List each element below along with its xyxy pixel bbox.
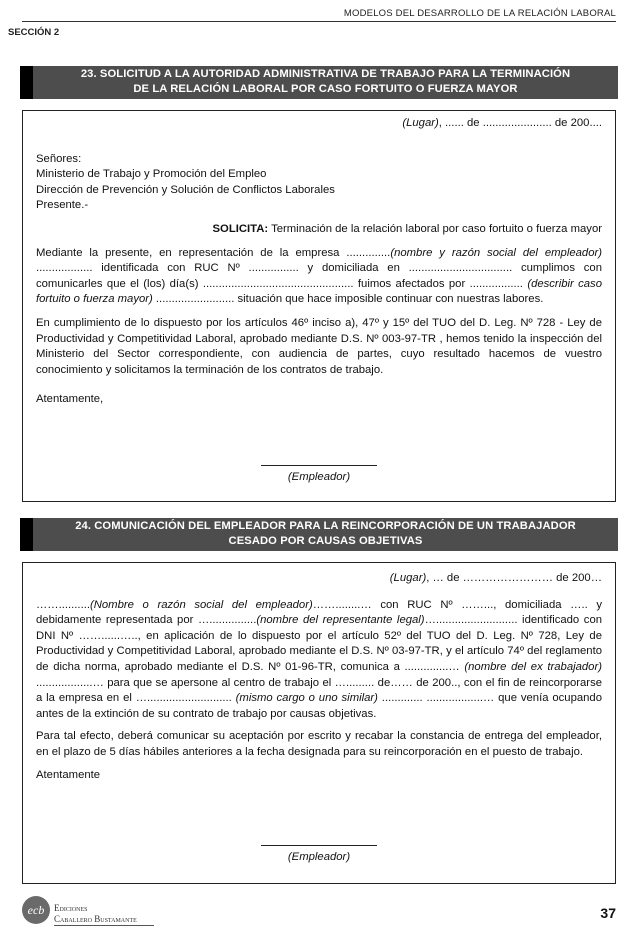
model-23-p1-text: Mediante la presente, en representación de la empresa .............. xyxy=(36,246,391,259)
model-23-place: (Lugar) xyxy=(402,117,439,129)
publisher-name xyxy=(54,903,137,925)
model-23-p1-italic: (nombre y razón social del empleador) xyxy=(390,246,603,259)
model-24-p1-text: ..................… para que se apersone al centro de trabajo el …......... de…… de 200.., con el fin de reincorporarse a la empresa en el …........................... xyxy=(36,676,602,705)
model-23-title xyxy=(20,66,618,99)
model-24-p1-italic: (nombre del representante legal) xyxy=(256,614,425,627)
model-24-box xyxy=(22,562,616,884)
model-23-solicita-label: SOLICITA: xyxy=(212,222,269,235)
model-24-p1-italic: (mismo cargo o uno similar) xyxy=(235,692,378,705)
model-23-address-line: Señores: xyxy=(36,152,82,165)
publisher-line-2: Caballero Bustamante xyxy=(54,914,137,924)
model-23-address-line: Ministerio de Trabajo y Promoción del Empleo xyxy=(36,168,267,181)
model-23-solicita xyxy=(36,222,602,238)
model-24-p1-text: ….......................... identificado con DNI Nº ……......….., en aplicación de lo dispuesto por el artículo 52º del TUO del D. Leg. Nº 728, Ley de Productividad y Competitividad Laboral, aprobado mediante el D.S. Nº 03-97-TR, y el artículo 74º del reglamento de dicha norma, aprobado mediante el D.S. Nº 01-96-TR, comunica a ..............… xyxy=(36,614,603,673)
model-23-date: , ...... de ...................... de 200.... xyxy=(438,117,602,129)
model-24-paragraph-2: Para tal efecto, deberá comunicar su aceptación por escrito y recabar la constancia de entrega del empleador, en el plazo de 5 días hábiles anteriores a la fecha designada para su reincorporación en el puesto de trabajo. xyxy=(36,730,602,758)
model-23-p1-italic: (describir caso fortuito o fuerza mayor) xyxy=(36,277,602,306)
model-23-date-line xyxy=(36,116,602,132)
model-24-title-line1: 24. COMUNICACIÓN DEL EMPLEADOR PARA LA REINCORPORACIÓN DE UN TRABAJADOR xyxy=(75,520,576,532)
model-24-title-line2: CESADO POR CAUSAS OBJETIVAS xyxy=(228,535,423,547)
running-title: MODELOS DEL DESARROLLO DE LA RELACIÓN LABORAL xyxy=(343,8,616,19)
model-24-signature-line xyxy=(261,845,377,846)
model-24-p1-text: …….......... xyxy=(36,598,90,611)
model-24-closing: Atentamente xyxy=(36,768,101,781)
model-23-p1-text: .................. identificada con RUC Nº ................ y domiciliada en ................................. cumplimos con comunicarles que el (los) día(s) ................................................ fuimos afectados por ................. xyxy=(36,262,602,290)
publisher-line-1: Ediciones xyxy=(54,903,88,913)
model-23-signature: (Empleador) xyxy=(287,471,351,483)
model-23-address-line: Presente.- xyxy=(36,199,89,212)
model-23-paragraph-1 xyxy=(36,246,602,308)
model-23-p1-text: ......................... situación que hace imposible continuar con nuestras labores. xyxy=(152,293,544,306)
model-24-signature: (Empleador) xyxy=(287,851,351,863)
model-24-p1-italic: (nombre del ex trabajador) xyxy=(464,660,602,673)
header-rule xyxy=(22,21,616,22)
model-23-title-line2: DE LA RELACIÓN LABORAL POR CASO FORTUITO O FUERZA MAYOR xyxy=(133,83,518,95)
publisher-logo: ecb xyxy=(22,896,50,924)
model-23-title-line1: 23. SOLICITUD A LA AUTORIDAD ADMINISTRATIVA DE TRABAJO PARA LA TERMINACIÓN xyxy=(80,68,571,80)
page-number: 37 xyxy=(600,905,616,921)
model-24-title xyxy=(20,518,618,551)
model-24-signature-block xyxy=(23,845,615,866)
section-label: SECCIÓN 2 xyxy=(8,27,60,38)
model-23-closing: Atentamente, xyxy=(36,393,104,406)
model-24-paragraph-1 xyxy=(36,598,602,723)
model-23-addressee xyxy=(36,152,602,214)
model-23-solicita-text: Terminación de la relación laboral por caso fortuito o fuerza mayor xyxy=(268,222,602,235)
footer-rule xyxy=(54,925,154,926)
model-24-date: , … de …………………… de 200… xyxy=(426,572,602,584)
model-24-place: (Lugar) xyxy=(389,572,427,584)
model-23-box xyxy=(22,110,616,502)
model-24-date-line xyxy=(36,571,602,587)
model-23-signature-block xyxy=(23,465,615,486)
model-24-p1-italic: (Nombre o razón social del empleador) xyxy=(89,598,313,611)
model-23-signature-line xyxy=(261,465,377,466)
model-24-p1-text: ............. ..................… que venía ocupando antes de la extinción de su contrato de trabajo por causas objetivas. xyxy=(36,692,602,720)
model-23-address-line: Dirección de Prevención y Solución de Conflictos Laborales xyxy=(36,183,335,196)
model-24-p1-text: ……........… con RUC Nº ……..., domiciliada ….. y debidamente representada por …............... xyxy=(36,598,603,627)
model-23-paragraph-2: En cumplimiento de lo dispuesto por los artículos 46º inciso a), 47º y 15º del TUO del D. Leg. Nº 728 - Ley de Productividad y Competitividad Laboral, aprobado mediante D.S. Nº 003-97-TR , hemos tenido la inspección del Ministerio del Sector correspondiente, con audiencia de partes, cuyo resultado hacemos de vuestro conocimiento y solicitamos la terminación de los contratos de trabajo. xyxy=(36,316,602,376)
